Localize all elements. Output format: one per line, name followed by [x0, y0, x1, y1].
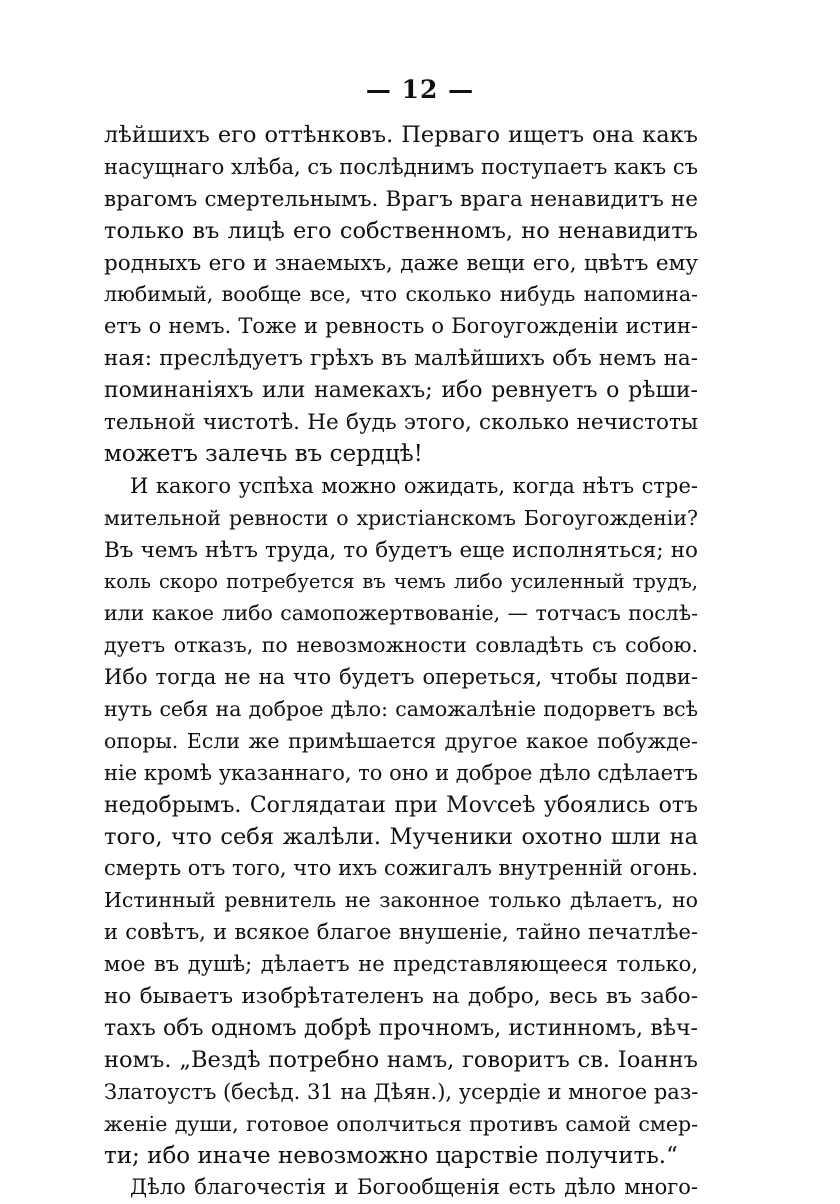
text-line: И какого успѣха можно ожидать, когда нѣтъ стре-: [130, 473, 698, 498]
text-line: женіе души, готовое ополчиться противъ самой смер-: [104, 1111, 698, 1136]
text-line: любимый, вообще все, что сколько нибудь напомина-: [104, 282, 698, 307]
text-line: поминаніяхъ или намекахъ; ибо ревнуетъ о рѣши-: [104, 378, 698, 404]
text-line: мое въ душѣ; дѣлаетъ не представляющееся только,: [104, 952, 698, 977]
text-line: врагомъ смертельнымъ. Врагъ врага ненавидитъ не: [104, 186, 698, 212]
text-line: можетъ залечь въ сердцѣ!: [104, 440, 423, 467]
text-line: лѣйшихъ его оттѣнковъ. Перваго ищетъ она какъ: [104, 122, 698, 148]
text-line: тахъ объ одномъ добрѣ прочномъ, истинномъ, вѣч-: [104, 1015, 698, 1041]
text-line: родныхъ его и знаемыхъ, даже вещи его, цвѣтъ ему: [104, 250, 698, 276]
text-line: коль скоро потребуется въ чемъ либо усиленный трудъ,: [104, 570, 698, 594]
text-line: или какое либо самопожертвованіе, — тотчасъ послѣ-: [104, 601, 698, 626]
page-number: — 12 —: [365, 75, 475, 104]
body-text: [104, 120, 698, 1204]
text-line: насущнаго хлѣба, съ послѣднимъ поступаетъ какъ съ: [104, 154, 698, 179]
text-line: и совѣтъ, и всякое благое внушеніе, тайно печатлѣе-: [104, 920, 698, 945]
text-line: Ибо тогда не на что будетъ опереться, чтобы подви-: [104, 665, 698, 690]
text-line: мительной ревности о христіанскомъ Богоугожденіи?: [104, 505, 698, 530]
text-line: недобрымъ. Соглядатаи при Моѵсеѣ убоялись отъ: [104, 792, 698, 818]
text-line: Дѣло благочестія и Богообщенія есть дѣло много-: [130, 1175, 698, 1200]
text-line: ти; ибо иначе невозможно царствіе получить.“: [104, 1142, 678, 1169]
text-line: Истинный ревнитель не законное только дѣлаетъ, но: [104, 888, 698, 913]
text-line: нуть себя на доброе дѣло: саможалѣніе подорветъ всѣ: [104, 697, 698, 722]
text-line: только въ лицѣ его собственномъ, но ненавидитъ: [104, 217, 698, 244]
text-line: того, что себя жалѣли. Мученики охотно шли на: [104, 823, 698, 850]
text-line: опоры. Если же примѣшается другое какое побужде-: [104, 728, 698, 753]
text-line: ная: преслѣдуетъ грѣхъ въ малѣйшихъ объ немъ на-: [104, 346, 698, 372]
text-line: но бываетъ изобрѣтателенъ на добро, весь въ забо-: [104, 984, 698, 1010]
text-line: тельной чистотѣ. Не будь этого, сколько нечистоты: [104, 410, 698, 436]
text-line: етъ о немъ. Тоже и ревность о Богоугожденіи истин-: [104, 314, 698, 339]
text-line: ніе кромѣ указаннаго, то оно и доброе дѣло сдѣлаетъ: [104, 760, 698, 785]
text-line: дуетъ отказъ, по невозможности совладѣть съ собою.: [104, 633, 698, 658]
text-line: Въ чемъ нѣтъ труда, то будетъ еще исполняться; но: [104, 537, 698, 563]
text-line: Златоустъ (бесѣд. 31 на Дѣян.), усердіе и многое раз-: [104, 1079, 698, 1104]
text-line: смерть отъ того, что ихъ сожигалъ внутренній огонь.: [104, 856, 698, 881]
text-line: номъ. „Вездѣ потребно намъ, говоритъ св. Іоаннъ: [104, 1046, 698, 1073]
